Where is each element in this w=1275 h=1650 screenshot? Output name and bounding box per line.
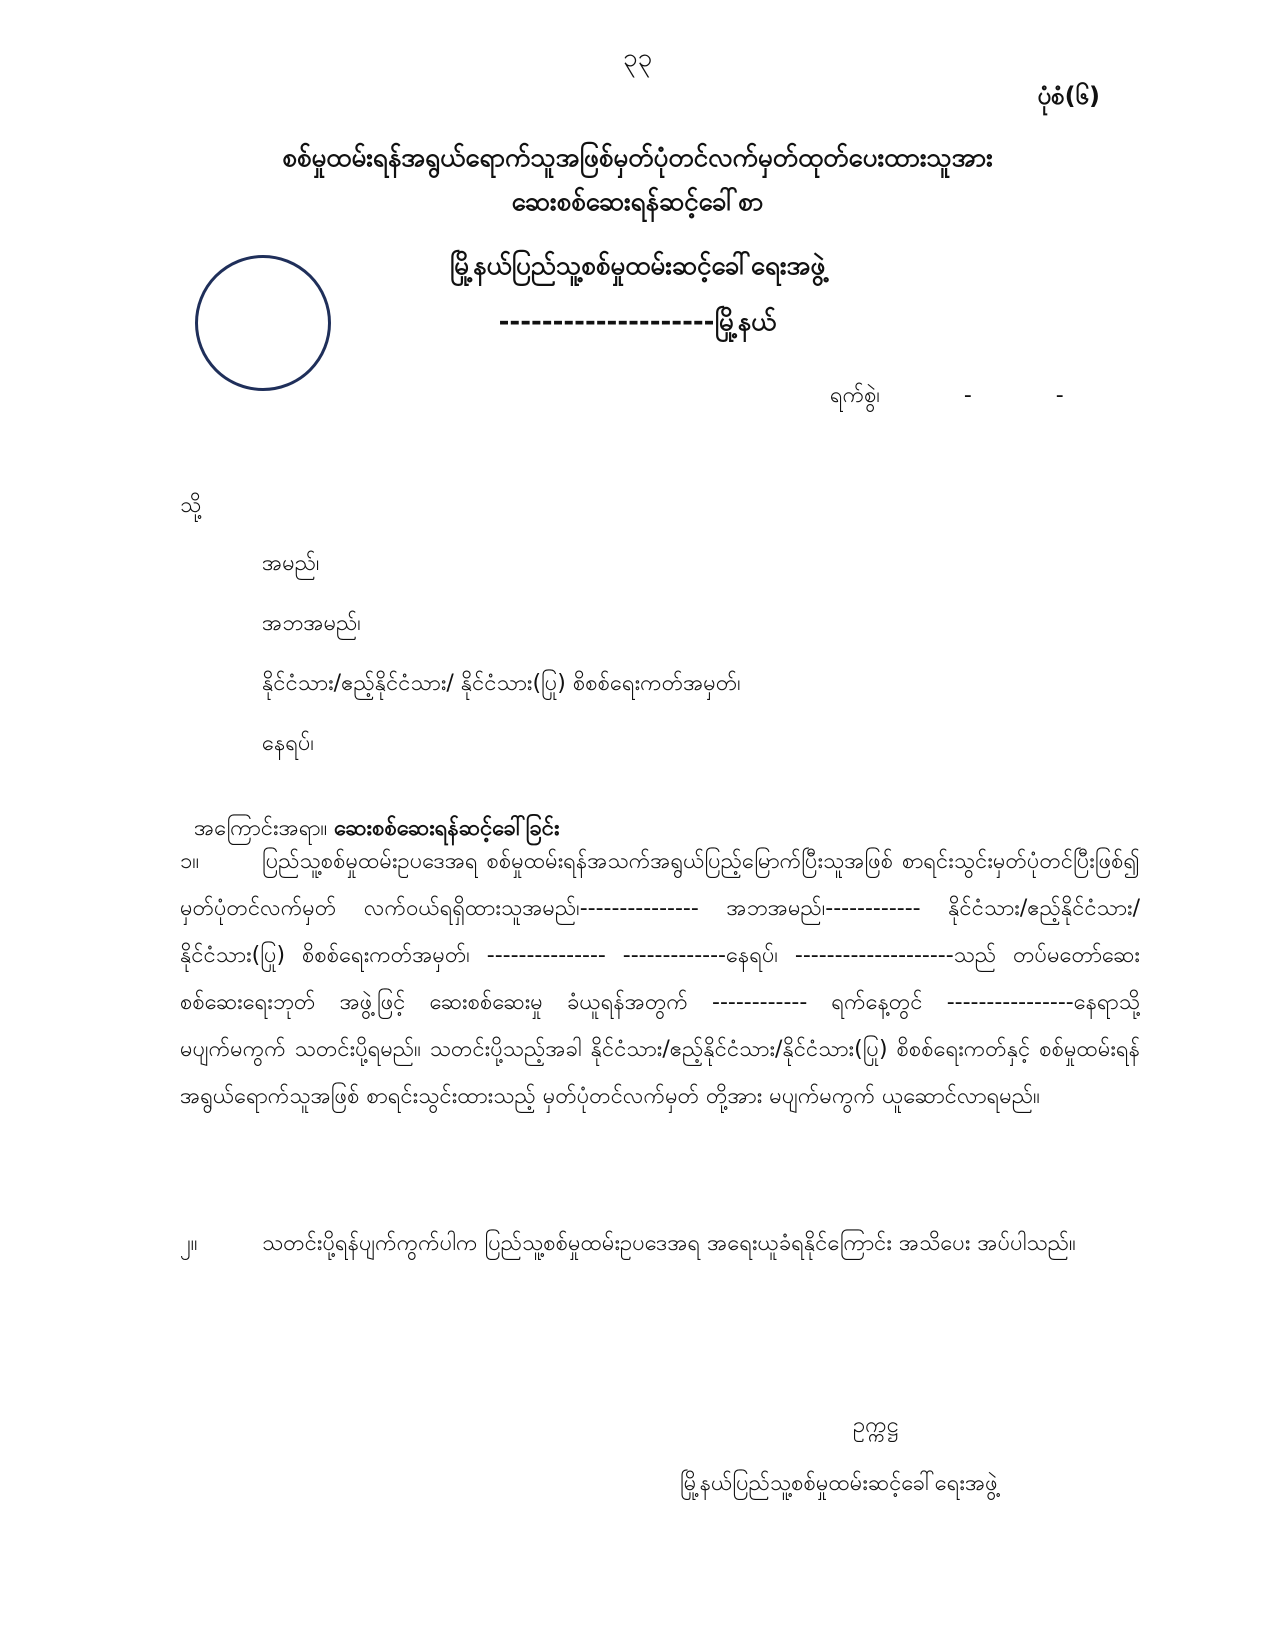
- subject-prefix: အကြောင်းအရာ။: [194, 816, 335, 841]
- field-address: နေရပ်၊: [262, 731, 314, 756]
- recipient-to: သို့: [180, 493, 202, 518]
- paragraph-1-text: ပြည်သူ့စစ်မှုထမ်းဥပဒေအရ စစ်မှုထမ်းရန်အသက်အရွယ်ပြည့်မြောက်ပြီးသူအဖြစ် စာရင်းသွင်းမှတ်ပုံတင်ပြီးဖြစ်၍ မှတ်ပုံတင်လက်မှတ် လက်ဝယ်ရရှိထားသူအမည်၊--------------- အဘအမည်၊------------ နိုင်ငံသား/ဧည့်နိုင်ငံသား/ နိုင်ငံသား(ပြု) စိစစ်ရေးကတ်အမှတ်၊ --------------- -------------နေရပ်၊ --------------------သည် တပ်မတော်ဆေးစစ်ဆေးရေးဘုတ် အဖွဲ့ဖြင့် ဆေးစစ်ဆေးမှု ခံယူရန်အတွက် ------------ ရက်နေ့တွင် ----------------နေရာသို့ မပျက်မကွက် သတင်းပို့ရမည်။ သတင်းပို့သည့်အခါ နိုင်ငံသား/ဧည့်နိုင်ငံသား/နိုင်ငံသား(ပြု) စိစစ်ရေးကတ်နှင့် စစ်မှုထမ်းရန်အရွယ်ရောက်သူအဖြစ် စာရင်းသွင်းထားသည့် မှတ်ပုံတင်လက်မှတ် တို့အား မပျက်မကွက် ယူဆောင်လာရမည်။: [180, 849, 1140, 1109]
- field-father-name: အဘအမည်၊: [262, 611, 361, 636]
- paragraph-1: [180, 838, 1140, 1120]
- date-line: ရက်စွဲ၊ - -: [830, 383, 1064, 408]
- signature-body: မြို့နယ်ပြည်သူ့စစ်မှုထမ်းဆင့်ခေါ်ရေးအဖွဲ့: [680, 1471, 998, 1496]
- paragraph-2-number: ၂။: [180, 1231, 198, 1256]
- field-id-card: နိုင်ငံသား/ဧည့်နိုင်ငံသား/ နိုင်ငံသား(ပြု) စိစစ်ရေးကတ်အမှတ်၊: [262, 671, 741, 696]
- document-subtitle: ဆေးစစ်ဆေးရန်ဆင့်ခေါ်စာ: [511, 187, 764, 217]
- paragraph-2: [180, 1220, 1140, 1267]
- paragraph-1-number: ၁။: [180, 849, 200, 874]
- field-name: အမည်၊: [262, 551, 320, 576]
- issuing-body: မြို့နယ်ပြည်သူ့စစ်မှုထမ်းဆင့်ခေါ်ရေးအဖွဲ့: [449, 251, 826, 281]
- office-seal-circle: [195, 255, 331, 391]
- document-title: စစ်မှုထမ်းရန်အရွယ်ရောက်သူအဖြစ်မှတ်ပုံတင်လက်မှတ်ထုတ်ပေးထားသူအား: [282, 143, 993, 173]
- township-line: --------------------မြို့နယ်: [498, 307, 777, 337]
- paragraph-2-text: သတင်းပို့ရန်ပျက်ကွက်ပါက ပြည်သူ့စစ်မှုထမ်းဥပဒေအရ အရေးယူခံရနိုင်ကြောင်း အသိပေး အပ်ပါသည်။: [262, 1231, 1076, 1256]
- page-number: ၃၃: [622, 43, 653, 73]
- form-number: ပုံစံ(၆): [1037, 82, 1100, 110]
- signature-role: ဥက္ကဋ္ဌ: [853, 1413, 899, 1438]
- subject-text: ဆေးစစ်ဆေးရန်ဆင့်ခေါ်ခြင်း: [334, 816, 560, 841]
